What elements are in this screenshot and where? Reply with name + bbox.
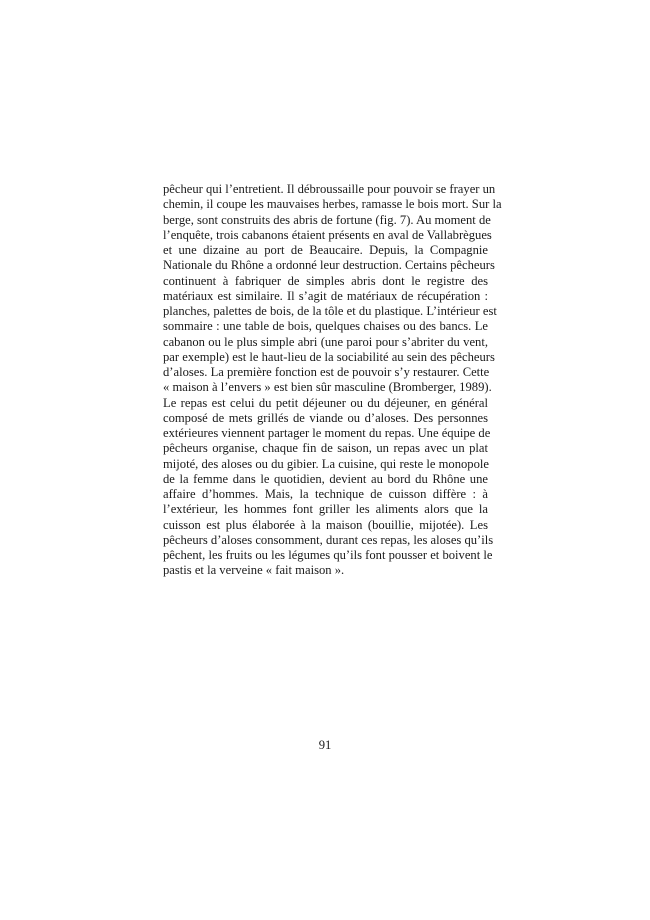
text-line: l’extérieur, les hommes font griller les aliments alors que la — [163, 502, 488, 517]
text-line: l’enquête, trois cabanons étaient présents en aval de Vallabrègues — [163, 227, 492, 242]
text-line: Nationale du Rhône a ordonné leur destruction. Certains pêcheurs — [163, 258, 495, 273]
text-line: pêcheurs organise, chaque fin de saison, un repas avec un plat — [163, 441, 488, 456]
text-line: chemin, il coupe les mauvaises herbes, ramasse le bois mort. Sur la — [163, 197, 502, 212]
text-line: cabanon ou le plus simple abri (une paroi pour s’abriter du vent, — [163, 334, 488, 349]
text-line: et une dizaine au port de Beaucaire. Depuis, la Compagnie — [163, 243, 488, 257]
text-line: pêcheur qui l’entretient. Il débroussaille pour pouvoir se frayer un — [163, 182, 496, 196]
body-paragraph — [163, 182, 502, 579]
text-line: affaire d’hommes. Mais, la technique de cuisson diffère : à — [163, 487, 488, 501]
text-line: « maison à l’envers » est bien sûr masculine (Bromberger, 1989). — [163, 380, 492, 395]
text-line: mijoté, des aloses ou du gibier. La cuisine, qui reste le monopole — [163, 456, 489, 471]
text-line: continuent à fabriquer de simples abris dont le registre des — [163, 273, 488, 288]
text-line: planches, palettes de bois, de la tôle et du plastique. L’intérieur est — [163, 304, 497, 318]
text-line: cuisson est plus élaborée à la maison (bouillie, mijotée). Les — [163, 517, 488, 532]
text-line: pêcheurs d’aloses consomment, durant ces repas, les aloses qu’ils — [163, 532, 494, 547]
text-line-last: pastis et la verveine « fait maison ». — [163, 563, 345, 578]
text-line: pêchent, les fruits ou les légumes qu’ils font pousser et boivent le — [163, 548, 493, 562]
text-line: extérieures viennent partager le moment du repas. Une équipe de — [163, 426, 491, 440]
text-line: matériaux est similaire. Il s’agit de matériaux de récupération : — [163, 288, 488, 303]
text-line: d’aloses. La première fonction est de pouvoir s’y restaurer. Cette — [163, 365, 490, 379]
text-line: Le repas est celui du petit déjeuner ou du déjeuner, en général — [163, 395, 488, 410]
text-line: composé de mets grillés de viande ou d’aloses. Des personnes — [163, 410, 488, 425]
page-number: 91 — [318, 738, 332, 752]
text-line: sommaire : une table de bois, quelques chaises ou des bancs. Le — [163, 319, 488, 334]
text-line: par exemple) est le haut-lieu de la sociabilité au sein des pêcheurs — [163, 349, 495, 364]
text-line: berge, sont construits des abris de fortune (fig. 7). Au moment de — [163, 212, 491, 227]
text-line: de la femme dans le quotidien, devient au bord du Rhône une — [163, 471, 488, 486]
